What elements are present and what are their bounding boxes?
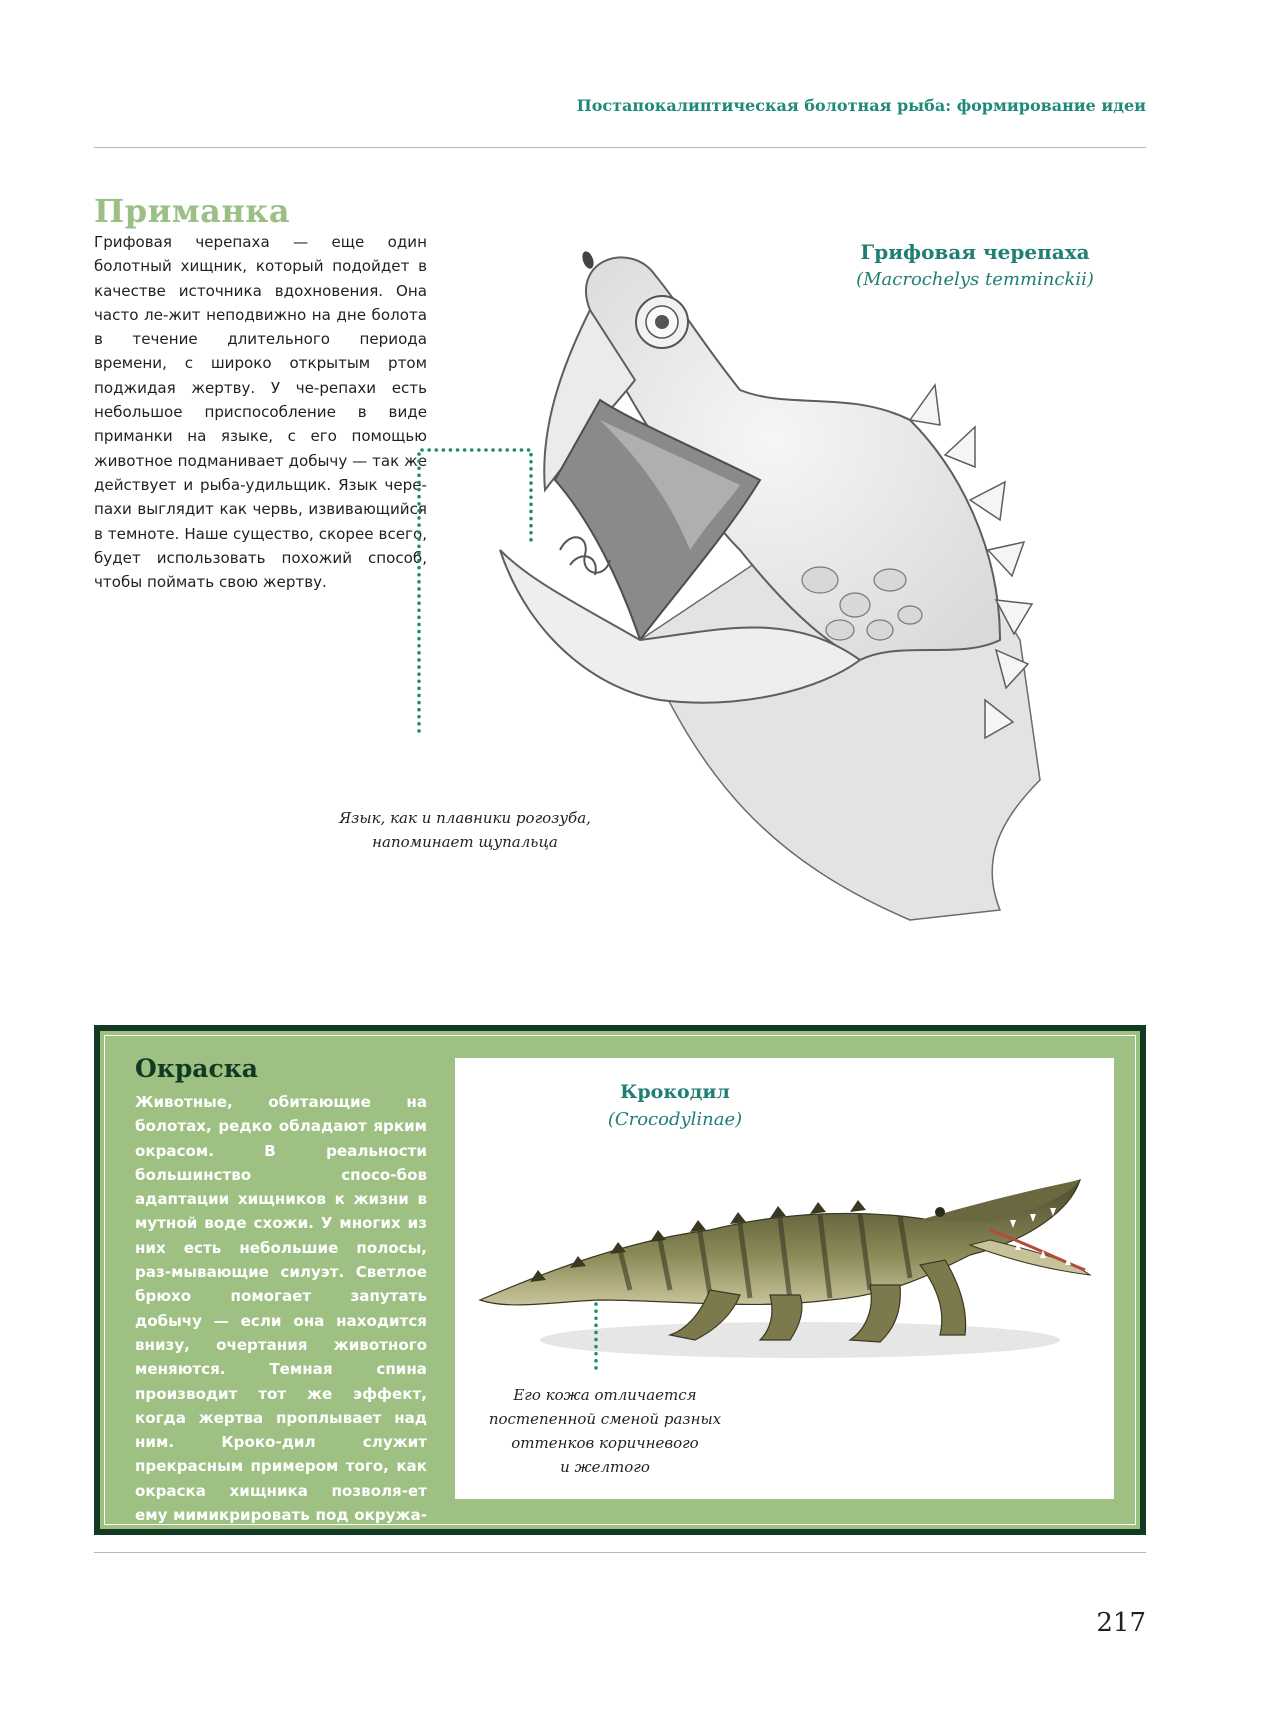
crocodile-figure-caption: Его кожа отличается постепенной сменой разных оттенков коричневого и желтого — [488, 1386, 722, 1476]
turtle-leader-line — [415, 445, 545, 735]
crocodile-illustration — [470, 1150, 1110, 1370]
section-heading-coloration: Окраска — [135, 1054, 258, 1083]
header-rule — [94, 147, 1146, 148]
crocodile-figure-title: Крокодил — [620, 1081, 730, 1103]
crocodile-leader-line — [590, 1300, 602, 1372]
running-header: Постапокалиптическая болотная рыба: формирование идеи — [576, 96, 1146, 115]
page-number: 217 — [1096, 1608, 1146, 1638]
turtle-figure-latin: (Macrochelys temminckii) — [856, 269, 1094, 290]
section-body-coloration: Животные, обитающие на болотах, редко обладают ярким окрасом. В реальности большинство спосо-бов адаптации хищников к жизни в мутной воде схожи. У многих из них есть небольшие полосы, раз-мывающие силуэт. Светлое брюхо помогает запутать добычу — если она находится внизу, очертания животного меняются. Темная спина производит тот же эффект, когда жертва проплывает над ним. Кроко-дил служит прекрасным примером того, как окраска хищника позволя-ет ему мимикрировать под окружа-ющую среду. — [135, 1093, 427, 1549]
turtle-figure-caption: Язык, как и плавники рогозуба, напоминает щупальца — [339, 809, 591, 851]
crocodile-figure-latin: (Crocodylinae) — [607, 1109, 743, 1130]
section-body-lure: Грифовая черепаха — еще один болотный хищник, который подойдет в качестве источника вдохновения. Она часто ле-жит неподвижно на дне болота в течение длительного периода времени, с широко открытым ртом поджидая жертву. У че-репахи есть небольшое приспособление в виде приманки на языке, с его помощью животное подманивает добычу — так же действует и рыба-удильщик. Язык чере-пахи выглядит как червь, извивающийся в темноте. Наше существо, скорее всего, будет использовать похожий способ, чтобы поймать свою жертву. — [94, 233, 427, 592]
footer-rule — [94, 1552, 1146, 1553]
turtle-figure-title: Грифовая черепаха — [860, 240, 1090, 264]
section-heading-lure: Приманка — [94, 192, 291, 230]
